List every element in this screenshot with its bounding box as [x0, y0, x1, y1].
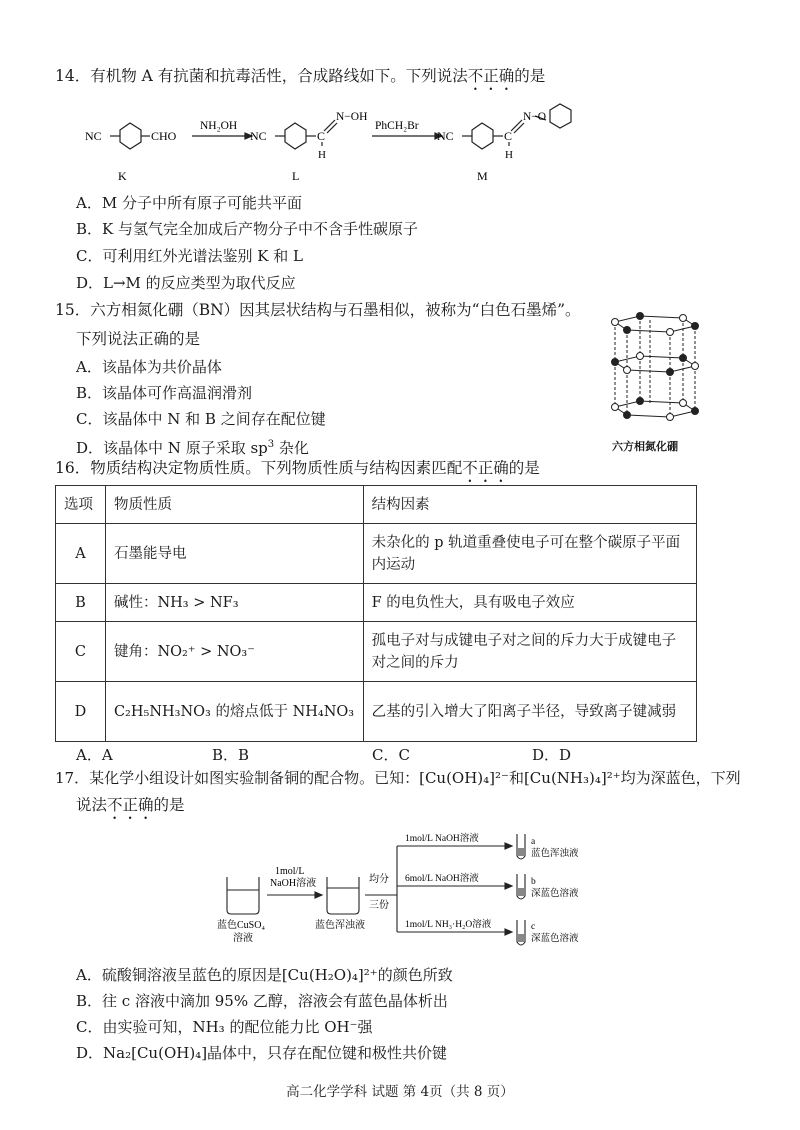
table-row	[56, 622, 697, 682]
beaker1-label-line2: 溶液	[233, 933, 253, 944]
bn-crystal-figure	[595, 312, 705, 430]
table-row	[56, 682, 697, 742]
label-l: L	[292, 169, 300, 183]
split-label-1: 均分	[369, 874, 389, 885]
n-oh-label: N−OH	[336, 111, 368, 123]
reagent-phch2br: PhCH₂Br	[375, 120, 419, 132]
label-k: K	[118, 169, 127, 183]
row-cause: F 的电负性大，具有吸电子效应	[363, 584, 696, 622]
row-cause: 孤电子对与成键电子对之间的斥力大于成键电子对之间的斥力	[363, 622, 696, 682]
split-label-2: 三份	[369, 900, 389, 911]
tube-c-desc: 深蓝色溶液	[531, 934, 579, 944]
beaker-2	[327, 877, 359, 914]
row-property: 键角：NO₂⁺ > NO₃⁻	[105, 622, 363, 682]
q16-answer-c[interactable]: C．C	[372, 746, 410, 764]
reagent1-name: NaOH溶液	[270, 878, 317, 889]
benzene-ring-benzyl	[550, 104, 571, 128]
branch-a-reagent: 1mol/L NaOH溶液	[405, 834, 479, 844]
nc-label-l: NC	[250, 129, 267, 143]
row-option: A	[56, 524, 106, 584]
page-footer: 高二化学学科 试题 第 4页（共 8 页）	[286, 1084, 514, 1100]
row-cause: 乙基的引入增大了阳离子半径，导致离子键减弱	[363, 682, 696, 742]
tube-a-desc: 蓝色浑浊液	[531, 849, 579, 859]
q16-answer-a[interactable]: A．A	[76, 746, 113, 764]
table-header-row	[56, 486, 697, 524]
row-property: 碱性：NH₃ > NF₃	[105, 584, 363, 622]
q15-stem-line2: 下列说法正确的是	[76, 330, 201, 348]
header-option: 选项	[56, 486, 106, 524]
reagent1-conc: 1mol/L	[275, 866, 305, 877]
q14-option-d[interactable]: D．L→M 的反应类型为取代反应	[76, 274, 296, 292]
q14-option-b[interactable]: B．K 与氢气完全加成后产物分子中不含手性碳原子	[76, 220, 418, 238]
cho-label: CHO	[151, 129, 177, 143]
q15-option-c[interactable]: C．该晶体中 N 和 B 之间存在配位键	[76, 410, 326, 428]
q16-table	[55, 485, 697, 742]
reagent-nh2oh: NH₂OH	[200, 120, 238, 132]
q14-option-c[interactable]: C．可利用红外光谱法鉴别 K 和 L	[76, 247, 303, 265]
row-property: C₂H₅NH₃NO₃ 的熔点低于 NH₄NO₃	[105, 682, 363, 742]
q15-option-b[interactable]: B．该晶体可作高温润滑剂	[76, 384, 253, 402]
table-row	[56, 584, 697, 622]
q15-option-a[interactable]: A．该晶体为共价晶体	[76, 358, 222, 376]
q17-option-b[interactable]: B．往 c 溶液中滴加 95% 乙醇，溶液会有蓝色晶体析出	[76, 992, 448, 1010]
row-option: D	[56, 682, 106, 742]
q17-option-d[interactable]: D．Na₂[Cu(OH)₄]晶体中，只存在配位键和极性共价键	[76, 1044, 448, 1062]
tube-b-label: b	[531, 877, 536, 887]
header-cause: 结构因素	[363, 486, 696, 524]
label-m: M	[477, 169, 488, 183]
bn-figure-caption: 六方相氮化硼	[612, 440, 678, 453]
q16-answer-d[interactable]: D．D	[532, 746, 572, 764]
q14-stem: 14．有机物 A 有抗菌和抗毒活性，合成路线如下。下列说法不正确的是	[55, 67, 546, 85]
q17-option-c[interactable]: C．由实验可知，NH₃ 的配位能力比 OH⁻强	[76, 1018, 373, 1036]
q17-stem: 17．某化学小组设计如图实验制备铜的配合物。已知：[Cu(OH)₄]²⁻和[Cu(NH₃)₄]²⁺均为深蓝色，下列	[55, 769, 741, 787]
row-option: B	[56, 584, 106, 622]
h-label-m: H	[505, 149, 513, 161]
beaker-1	[227, 877, 259, 914]
tube-c-label: c	[531, 922, 536, 932]
row-property: 石墨能导电	[105, 524, 363, 584]
q14-reaction-scheme	[80, 98, 600, 188]
nc-label-k: NC	[85, 129, 102, 143]
q16-stem: 16．物质结构决定物质性质。下列物质性质与结构因素匹配不正确的是	[55, 459, 540, 477]
q14-option-a[interactable]: A．M 分子中所有原子可能共平面	[76, 194, 302, 212]
q17-experiment-diagram	[215, 822, 615, 952]
beaker1-label: 蓝色CuSO₄	[217, 920, 265, 931]
c-label-l: C	[317, 129, 326, 143]
q17-stem-line2: 说法不正确的是	[76, 796, 185, 814]
tube-b-desc: 深蓝色溶液	[531, 889, 579, 899]
n-o-label: N−O	[523, 111, 547, 123]
nc-label-m: NC	[437, 129, 454, 143]
branch-c-reagent: 1mol/L NH₃·H₂O溶液	[405, 920, 492, 930]
benzene-ring-l	[285, 123, 306, 149]
branch-b-reagent: 6mol/L NaOH溶液	[405, 874, 479, 884]
q15-option-d[interactable]: D．该晶体中 N 原子采取 $sp^3$ 杂化	[76, 439, 309, 457]
header-property: 物质性质	[105, 486, 363, 524]
row-cause: 未杂化的 p 轨道重叠使电子可在整个碳原子平面内运动	[363, 524, 696, 584]
benzene-ring-k	[120, 123, 141, 149]
q17-option-a[interactable]: A．硫酸铜溶液呈蓝色的原因是[Cu(H₂O)₄]²⁺的颜色所致	[76, 966, 453, 984]
q15-stem: 15．六方相氮化硼（BN）因其层状结构与石墨相似，被称为“白色石墨烯”。	[55, 301, 581, 319]
table-row	[56, 524, 697, 584]
q16-answer-b[interactable]: B．B	[212, 746, 250, 764]
beaker2-label: 蓝色浑浊液	[315, 920, 365, 931]
tube-a-label: a	[531, 837, 536, 847]
row-option: C	[56, 622, 106, 682]
h-label-l: H	[318, 149, 326, 161]
c-label-m: C	[504, 129, 513, 143]
benzene-ring-m	[472, 123, 493, 149]
